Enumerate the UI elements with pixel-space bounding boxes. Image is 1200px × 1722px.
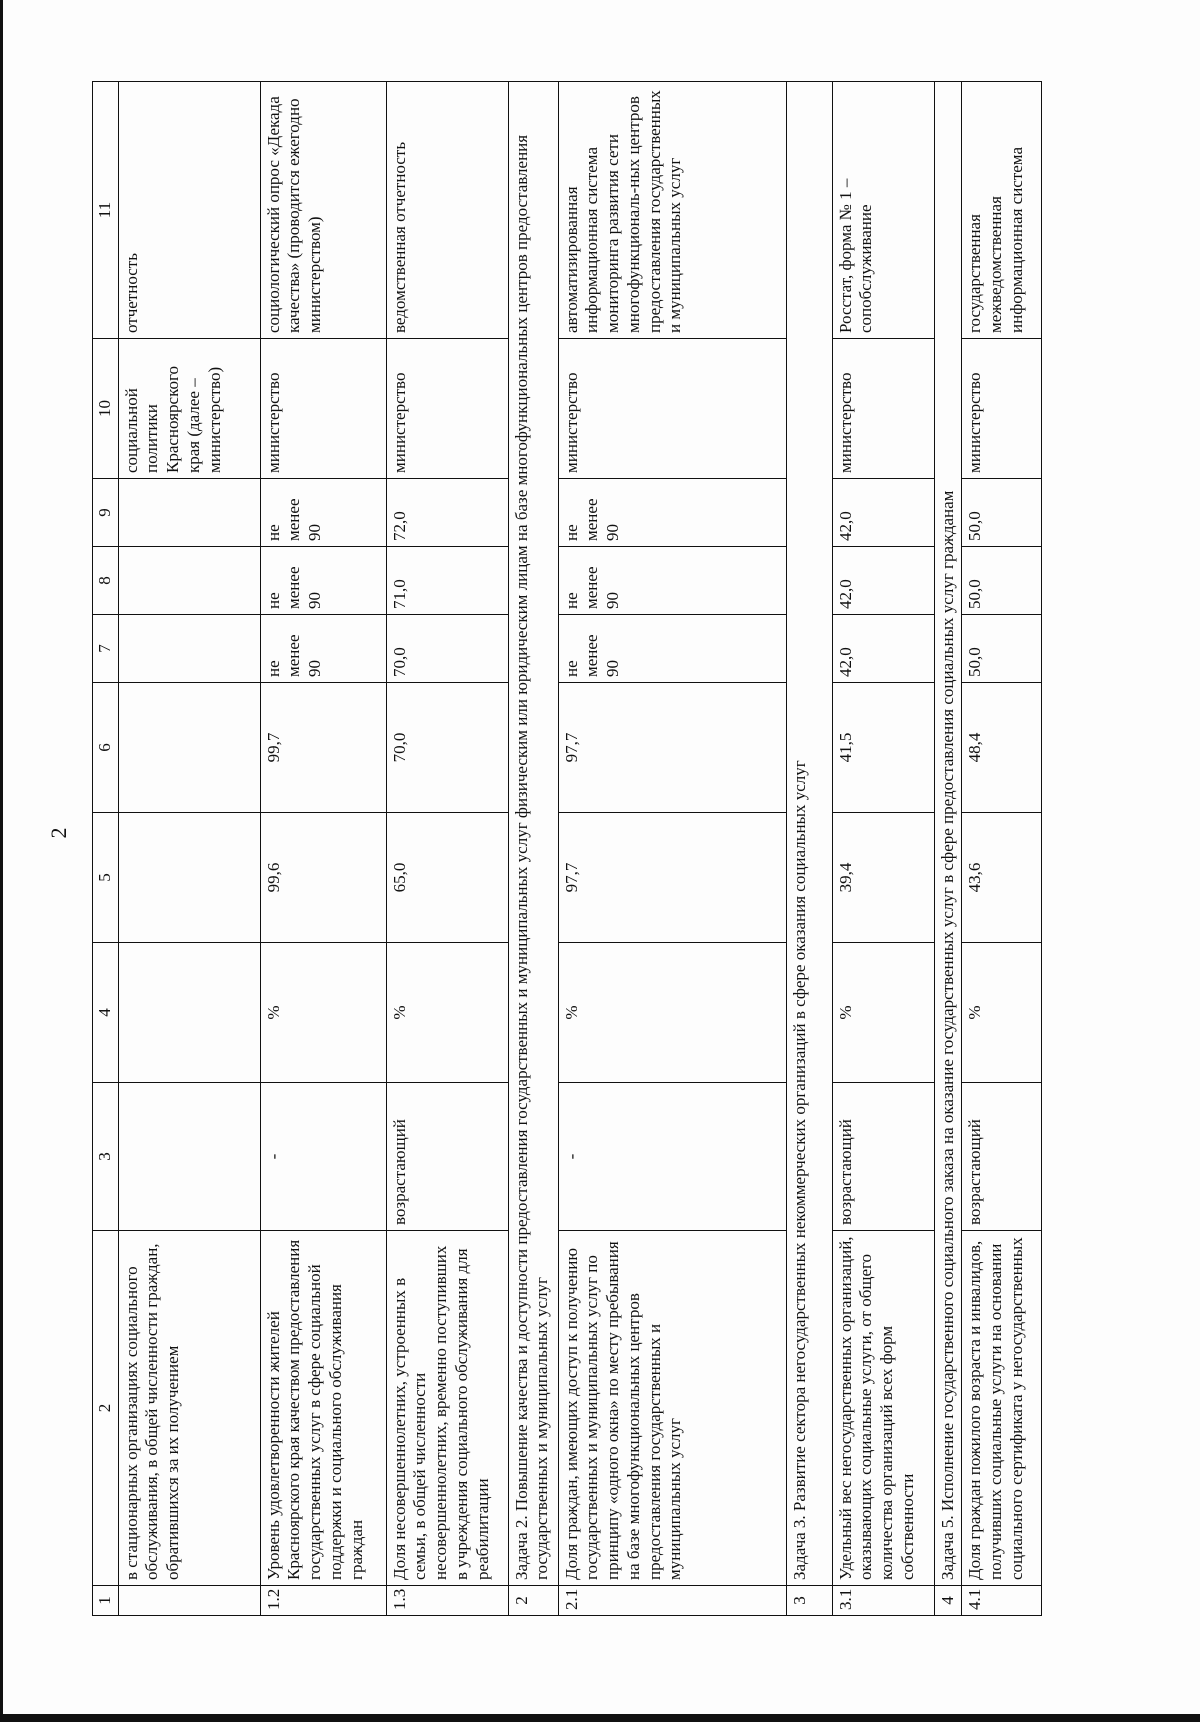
table-cell: %: [386, 943, 508, 1083]
table-cell: отчетность: [118, 82, 260, 339]
table-cell: не менее 90: [260, 479, 386, 547]
table-cell: 50,0: [962, 615, 1042, 683]
table-cell: государственная межведомственная информационная система: [962, 82, 1042, 339]
table-cell: 70,0: [386, 615, 508, 683]
table-cell: 50,0: [962, 479, 1042, 547]
table-cell: 42,0: [832, 479, 934, 547]
table-cell: министерство: [558, 339, 786, 479]
table-cell: социологический опрос «Декада качества» (проводится ежегодно министерством): [260, 82, 386, 339]
table-cell: 1.3: [386, 1586, 508, 1616]
table-cell: 39,4: [832, 813, 934, 943]
table-cell: возрастающий: [386, 1083, 508, 1231]
table-cell: министерство: [832, 339, 934, 479]
table-cell: Доля несовершеннолетних, устроенных в семьи, в общей численности несовершеннолетних, временно поступивших в учреждения социального обслуживания для реабилитации: [386, 1231, 508, 1586]
table-cell: 1.2: [260, 1586, 386, 1616]
table-cell: 3.1: [832, 1586, 934, 1616]
table-cell: министерство: [260, 339, 386, 479]
table-cell: Уровень удовлетворенности жителей Красноярского края качеством предоставления государственных услуг в сфере социальной поддержки и социального обслуживания граждан: [260, 1231, 386, 1586]
table-cell: 97,7: [558, 683, 786, 813]
column-header: 11: [93, 82, 119, 339]
table-cell: %: [260, 943, 386, 1083]
table-cell: [118, 615, 260, 683]
table-cell: не менее 90: [558, 547, 786, 615]
table-cell: возрастающий: [832, 1083, 934, 1231]
task-row: [508, 82, 558, 1616]
table-row: [558, 82, 786, 1616]
table-cell: не менее 90: [260, 615, 386, 683]
table-cell: Доля граждан, имеющих доступ к получению государственных и муниципальных услуг по принципу «одного окна» по месту пребывания на базе многофункциональных центров предоставления государственных и муниципальных услуг: [558, 1231, 786, 1586]
table-row: [962, 82, 1042, 1616]
column-header: 6: [93, 683, 119, 813]
scan-edge-left: [0, 0, 3, 1722]
table-cell: социальной политики Красноярского края (далее – министерство): [118, 339, 260, 479]
table-cell: 70,0: [386, 683, 508, 813]
column-header: 5: [93, 813, 119, 943]
table-cell: 42,0: [832, 547, 934, 615]
table-cell: автоматизированная информационная система мониторинга развития сети многофункциональ-ных центров предоставления государственных и муниципальных услуг: [558, 82, 786, 339]
table-row: [832, 82, 934, 1616]
table-cell: министерство: [962, 339, 1042, 479]
task-number: 2: [508, 1586, 558, 1616]
task-row: [786, 82, 832, 1616]
table-cell: 50,0: [962, 547, 1042, 615]
table-cell: [118, 943, 260, 1083]
page-number: 2: [46, 827, 71, 839]
task-number: 3: [786, 1586, 832, 1616]
table-row: [260, 82, 386, 1616]
table-cell: %: [832, 943, 934, 1083]
task-number: 4: [934, 1586, 962, 1616]
column-header: 7: [93, 615, 119, 683]
table-cell: ведомственная отчетность: [386, 82, 508, 339]
task-title: Задача 5. Исполнение государственного социального заказа на оказание государственных услуг в сфере предоставления социальных услуг гражданам: [934, 82, 962, 1586]
task-title: Задача 2. Повышение качества и доступности предоставления государственных и муниципальных услуг физическим или юридическим лицам на базе многофункциональных центров предоставления государственных и муниципальных услуг: [508, 82, 558, 1586]
table-cell: [118, 479, 260, 547]
table-cell: 99,6: [260, 813, 386, 943]
table-cell: Росстат, форма № 1 – сопобслуживание: [832, 82, 934, 339]
table-cell: Удельный вес негосударственных организаций, оказывающих социальные услуги, от общего количества организаций всех форм собственности: [832, 1231, 934, 1586]
table-cell: 2.1: [558, 1586, 786, 1616]
table-cell: не менее 90: [558, 615, 786, 683]
column-header: 10: [93, 339, 119, 479]
column-header-row: [93, 82, 119, 1616]
table-cell: министерство: [386, 339, 508, 479]
column-header: 2: [93, 1231, 119, 1586]
table-cell: 97,7: [558, 813, 786, 943]
table-cell: %: [962, 943, 1042, 1083]
table-cell: Доля граждан пожилого возраста и инвалидов, получивших социальные услуги на основании социального сертификата у негосударственных: [962, 1231, 1042, 1586]
table-cell: [118, 1083, 260, 1231]
table-cell: не менее 90: [260, 547, 386, 615]
column-header: 8: [93, 547, 119, 615]
table-cell: в стационарных организациях социального обслуживания, в общей численности граждан, обратившихся за их получением: [118, 1231, 260, 1586]
task-title: Задача 3. Развитие сектора негосударственных некоммерческих организаций в сфере оказания социальных услуг: [786, 82, 832, 1586]
table-cell: -: [260, 1083, 386, 1231]
table-cell: 48,4: [962, 683, 1042, 813]
indicators-table: [92, 81, 1042, 1616]
scan-edge-bottom: [0, 1714, 1200, 1722]
rotated-page: [92, 82, 1105, 1616]
column-header: 9: [93, 479, 119, 547]
table-cell: [118, 1586, 260, 1616]
table-row: [118, 82, 260, 1616]
table-cell: 41,5: [832, 683, 934, 813]
column-header: 3: [93, 1083, 119, 1231]
column-header: 1: [93, 1586, 119, 1616]
table-cell: 42,0: [832, 615, 934, 683]
table-cell: 72,0: [386, 479, 508, 547]
table-row: [386, 82, 508, 1616]
table-cell: [118, 813, 260, 943]
table-cell: 43,6: [962, 813, 1042, 943]
table-cell: 99,7: [260, 683, 386, 813]
table-cell: [118, 547, 260, 615]
table-cell: [118, 683, 260, 813]
table-cell: %: [558, 943, 786, 1083]
table-cell: -: [558, 1083, 786, 1231]
table-cell: 71,0: [386, 547, 508, 615]
table-cell: не менее 90: [558, 479, 786, 547]
table-cell: возрастающий: [962, 1083, 1042, 1231]
column-header: 4: [93, 943, 119, 1083]
table-cell: 4.1: [962, 1586, 1042, 1616]
task-row: [934, 82, 962, 1616]
table-cell: 65,0: [386, 813, 508, 943]
